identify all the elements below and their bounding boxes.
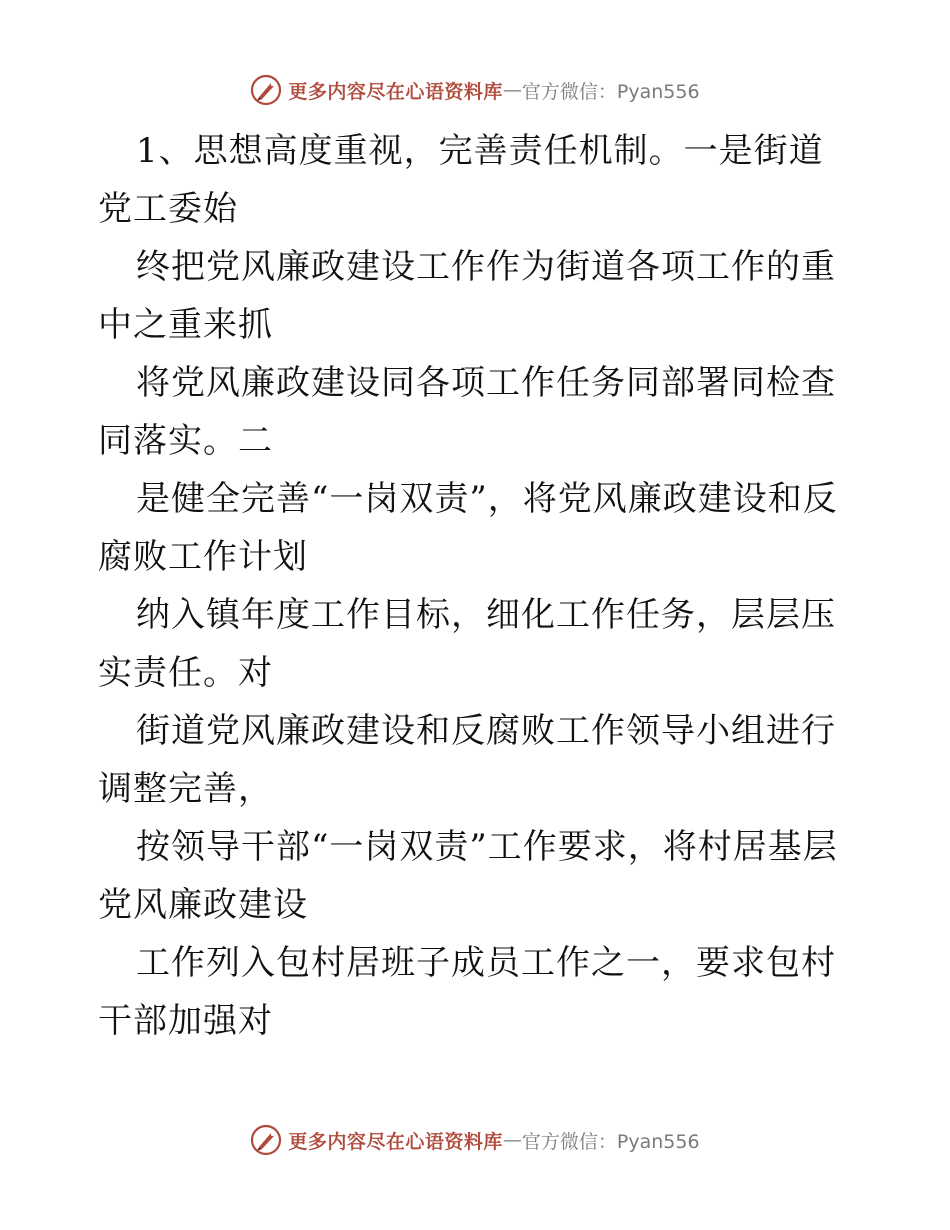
banner-sub-text: 官方微信：Pyan556 xyxy=(521,80,700,103)
paragraph: 1、思想高度重视，完善责任机制。一是街道党工委始 xyxy=(98,131,824,229)
paragraph: 是健全完善“一岗双责”，将党风廉政建设和反腐败工作计划 xyxy=(98,479,838,577)
document-body xyxy=(98,122,858,1050)
footer-banner xyxy=(0,1120,950,1160)
banner-dash: — xyxy=(502,79,522,101)
quill-pen-seal-icon xyxy=(250,1124,282,1156)
header-banner xyxy=(0,70,950,110)
banner-dash: — xyxy=(502,1129,522,1151)
paragraph: 按领导干部“一岗双责”工作要求，将村居基层党风廉政建设 xyxy=(98,827,838,925)
paragraph: 街道党风廉政建设和反腐败工作领导小组进行调整完善， xyxy=(98,711,836,809)
paragraph: 工作列入包村居班子成员工作之一，要求包村干部加强对 xyxy=(98,943,836,1041)
paragraph: 将党风廉政建设同各项工作任务同部署同检查同落实。二 xyxy=(98,363,836,461)
quill-pen-seal-icon xyxy=(250,74,282,106)
banner-main-text: 更多内容尽在心语资料库 xyxy=(288,80,503,103)
paragraph: 纳入镇年度工作目标，细化工作任务，层层压实责任。对 xyxy=(98,595,836,693)
banner-sub-text: 官方微信：Pyan556 xyxy=(521,1130,700,1153)
banner-main-text: 更多内容尽在心语资料库 xyxy=(288,1130,503,1153)
paragraph: 终把党风廉政建设工作作为街道各项工作的重中之重来抓 xyxy=(98,247,836,345)
